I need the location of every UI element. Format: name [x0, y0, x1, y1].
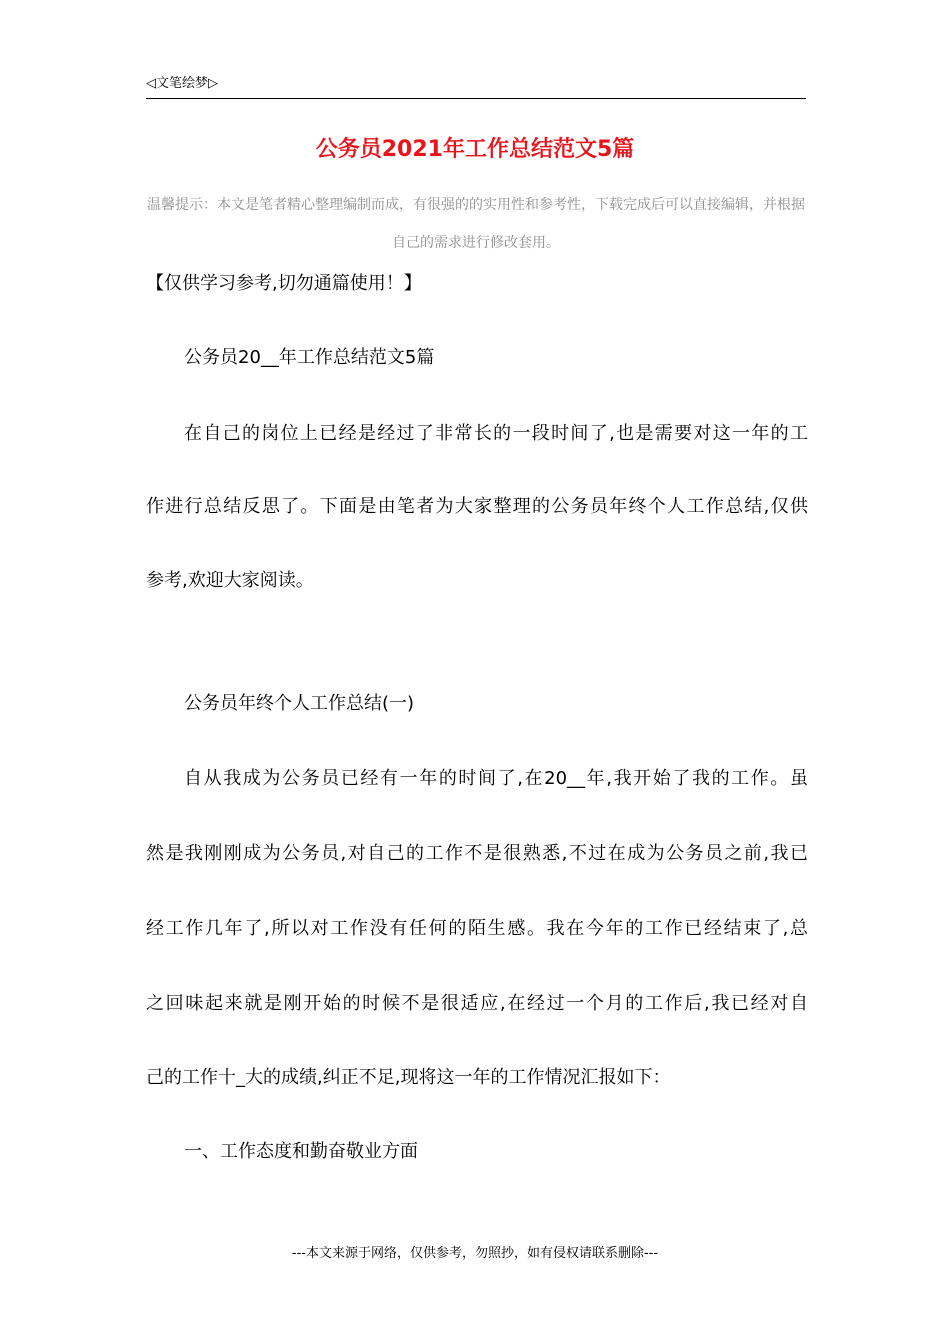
heading-1: 一、工作态度和勤奋敬业方面 — [184, 1141, 418, 1162]
para1-line-2: 然是我刚刚成为公务员,对自己的工作不是很熟悉,不过在成为公务员之前,我已 — [146, 843, 808, 864]
intro-line-3: 参考,欢迎大家阅读。 — [146, 570, 314, 591]
para1-line-1: 自从我成为公务员已经有一年的时间了,在20__年,我开始了我的工作。虽 — [184, 768, 808, 789]
document-title: 公务员2021年工作总结范文5篇 — [315, 137, 635, 162]
tip-text: 温馨提示：本文是笔者精心整理编制而成，有很强的的实用性和参考性，下载完成后可以直接编辑，并根据自己的需求进行修改套用。 — [147, 197, 805, 251]
para1-line-4: 之回味起来就是刚开始的时候不是很适应,在经过一个月的工作后,我已经对自 — [146, 993, 808, 1014]
section-title: 公务员年终个人工作总结(一) — [184, 693, 415, 714]
doc-subtitle: 公务员20__年工作总结范文5篇 — [184, 347, 435, 368]
header-logo-text: ◁文笔绘梦▷ — [146, 76, 218, 91]
para1-line-3: 经工作几年了,所以对工作没有任何的陌生感。我在今年的工作已经结束了,总 — [146, 918, 808, 939]
page-header — [146, 72, 806, 99]
para1-line-5: 己的工作十_大的成绩,纠正不足,现将这一年的工作情况汇报如下： — [146, 1067, 671, 1088]
intro-line-1: 在自己的岗位上已经是经过了非常长的一段时间了,也是需要对这一年的工 — [184, 423, 808, 444]
intro-line-2: 作进行总结反思了。下面是由笔者为大家整理的公务员年终个人工作总结,仅供 — [146, 496, 808, 517]
notice-line: 【仅供学习参考,切勿通篇使用！】 — [146, 273, 422, 294]
page-footer: ---本文来源于网络，仅供参考，勿照抄，如有侵权请联系删除--- — [291, 1246, 659, 1261]
